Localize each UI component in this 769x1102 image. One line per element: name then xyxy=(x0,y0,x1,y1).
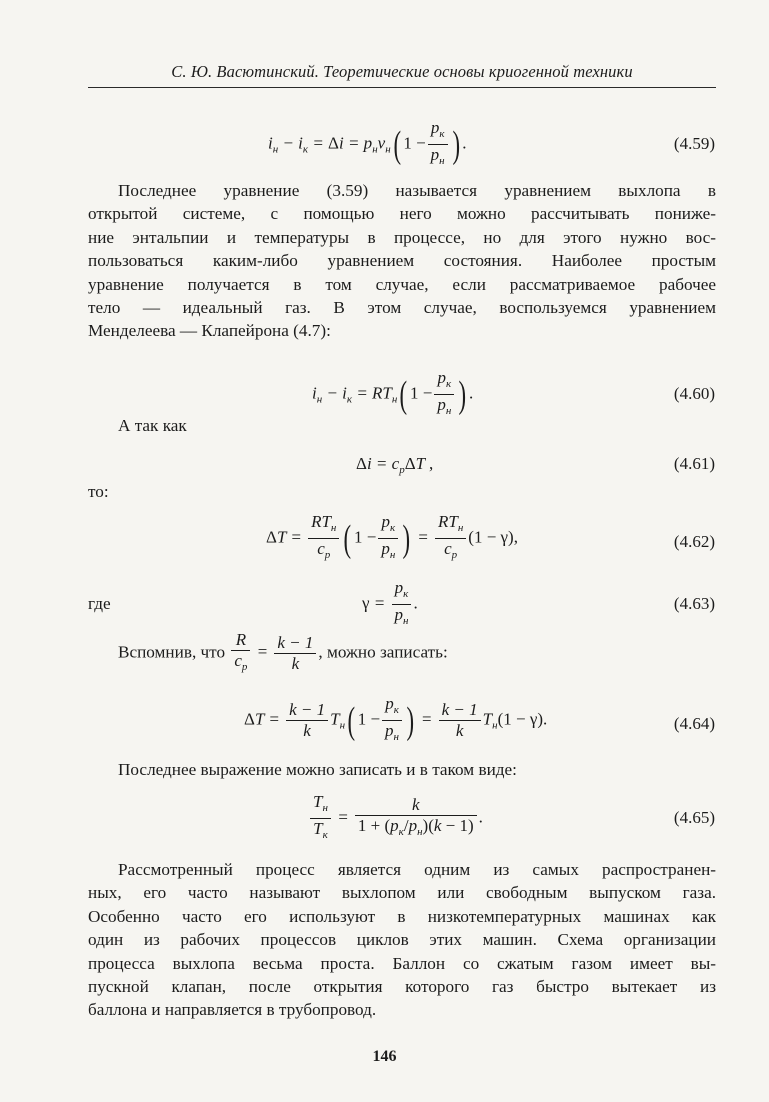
text-line: ных, его часто называют выхлопом или свободным выпуском газа. xyxy=(88,883,716,903)
text-line: Последнее уравнение (3.59) называется уравнением выхлопа в xyxy=(118,181,716,200)
label-mozhno: , можно записать: xyxy=(318,642,448,662)
label-a-tak-kak: А так как xyxy=(118,416,187,435)
running-header: С. Ю. Васютинский. Теоретические основы криогенной техники xyxy=(171,62,633,81)
label-last-expr: Последнее выражение можно записать и в таком виде: xyxy=(118,760,517,779)
ratio-formula: $\frac{R}{c_p}$ = $\frac{k - 1}{k}$ xyxy=(229,642,318,661)
equation-number: (4.65) xyxy=(673,808,715,827)
text-line: открытой системе, с помощью него можно рассчитывать пониже- xyxy=(88,204,716,224)
text-line: пускной клапан, после открытия которого газ быстро вытекает из xyxy=(88,976,716,996)
equation-number: (4.63) xyxy=(673,594,715,613)
equation-number: (4.62) xyxy=(673,532,715,551)
equation-4-64: ΔT = $\frac{k - 1}{k}$ $T_н$( 1 − $\frac{p_к}{p_н}$ ) = $\frac{k - 1}{k}$ $T_н(1 - \gamma)$. xyxy=(244,694,548,743)
text-line: Менделеева — Клапейрона (4.7): xyxy=(88,321,331,341)
paragraph-2 xyxy=(88,858,716,1022)
equation-number: (4.60) xyxy=(673,384,715,403)
label-gde: где xyxy=(88,594,111,613)
equation-number: (4.64) xyxy=(673,714,715,733)
text-line: тело — идеальный газ. В этом случае, воспользуемся уравнением xyxy=(88,297,716,317)
equation-number: (4.61) xyxy=(673,454,715,473)
text-line: процесса выхлопа весьма проста. Баллон со сжатым газом имеет вы- xyxy=(88,953,716,973)
text-line: Рассмотренный процесс является одним из самых распространен- xyxy=(118,860,716,879)
equation-4-61: $\Delta i = c_p\Delta T$ , xyxy=(356,454,434,476)
text-line: пользоваться каким-либо уравнением состояния. Наиболее простым xyxy=(88,251,716,271)
text-line: один из рабочих процессов циклов этих машин. Схема организации xyxy=(88,930,716,950)
text-line: ние энтальпии и температуры в процессе, но для этого нужно вос- xyxy=(88,227,716,247)
text-line: Особенно часто его используют в низкотемпературных машинах как xyxy=(88,906,716,926)
text-line: баллона и направляется в трубопровод. xyxy=(88,1000,377,1020)
equation-4-59: $i_н - i_к = \Delta i = p_нv_н$( 1 − $\frac{p_к}{p_н}$ ) . xyxy=(268,118,467,167)
equation-4-62: ΔT = $\frac{RT_н}{c_p}$ ( 1 − $\frac{p_к}{p_н}$ ) = $\frac{RT_н}{c_p}$ (1 − γ), xyxy=(266,512,518,561)
equation-4-60: $i_н - i_к = RT_н$( 1 − $\frac{p_к}{p_н}$ ) . xyxy=(312,368,474,417)
equation-4-63: γ = $\frac{p_к}{p_н}$ . xyxy=(362,578,418,627)
equation-number: (4.59) xyxy=(673,134,715,153)
recall-line xyxy=(118,630,448,677)
header-rule xyxy=(88,87,716,88)
equation-4-65: $\frac{T_н}{T_к}$ = $\frac{k}{1 + (p_к/p_н)(k - 1)}$ . xyxy=(308,792,483,845)
paragraph-1 xyxy=(88,179,716,343)
text-line: уравнение получается в том случае, если рассматриваемое рабочее xyxy=(88,274,716,294)
page-number: 146 xyxy=(372,1048,397,1065)
label-vspomniv: Вспомнив, что xyxy=(118,642,226,662)
label-to: то: xyxy=(88,482,109,501)
